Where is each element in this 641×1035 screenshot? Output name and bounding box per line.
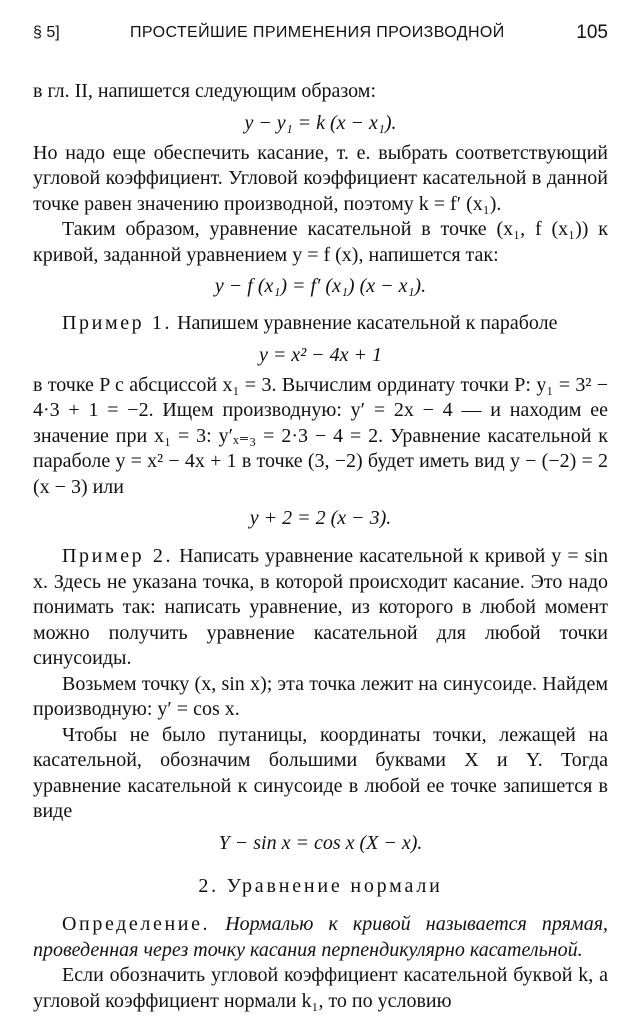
formula-parabola: y = x² − 4x + 1 xyxy=(258,343,383,366)
definition xyxy=(33,912,608,963)
paragraph: в точке P с абсциссой x₁ = 3. Вычислим ординату точки P: y₁ = 3² − 4·3 + 1 = −2. Ищем производную: y′ = 2x − 4 — и находим ее значение при x₁ = 3: y′ₓ₌₃ = 2·3 − 4 = 2. Уравнение касательной к параболе y = x² − 4x + 1 в точке (3, −2) будет иметь вид y − (−2) = 2 (x − 3) или xyxy=(33,373,608,498)
formula-tangent-result: y + 2 = 2 (x − 3). xyxy=(249,507,392,529)
paragraph: Но надо еще обеспечить касание, т. е. выбрать соответствующий угловой коэффициент. Угловой коэффициент касательной в данной точке равен значению производной, поэтому k = f′ (x₁). xyxy=(33,141,608,215)
paragraph: Таким образом, уравнение касательной в точке (x₁, f (x₁)) к кривой, заданной уравнением y = f (x), напишется так: xyxy=(33,218,608,266)
definition-text: Нормалью к кривой называется прямая, проведенная через точку касания перпендикулярно касательной. xyxy=(33,913,608,961)
page-number: 105 xyxy=(576,22,608,43)
paragraph: Если обозначить угловой коэффициент касательной буквой k, а угловой коэффициент нормали k₁, то по условию xyxy=(33,964,608,1012)
example-2 xyxy=(33,544,608,672)
formula-sine-tangent: Y − sin x = cos x (X − x). xyxy=(218,831,423,854)
text-line: в гл. II, напишется следующим образом: xyxy=(33,80,377,102)
example-1 xyxy=(33,311,608,337)
formula-tangent-equation: y − f (x₁) = f′ (x₁) (x − x₁). xyxy=(214,275,427,297)
paragraph: Чтобы не было путаницы, координаты точки, лежащей на касательной, обозначим большими буквами X и Y. Тогда уравнение касательной к синусоиде в любой ее точке запишется в виде xyxy=(33,723,608,822)
definition-label: Определение. xyxy=(62,913,211,935)
example-text: Напишем уравнение касательной к параболе xyxy=(172,312,558,334)
page-body xyxy=(33,79,608,1014)
running-header-title: ПРОСТЕЙШИЕ ПРИМЕНЕНИЯ ПРОИЗВОДНОЙ xyxy=(130,24,505,41)
example-label: Пример 2. xyxy=(62,545,174,567)
section-heading: 2. Уравнение нормали xyxy=(198,874,443,897)
example-label: Пример 1. xyxy=(62,312,173,334)
formula-tangent-general: y − y₁ = k (x − x₁). xyxy=(244,111,397,134)
running-header-section: § 5] xyxy=(33,24,60,41)
example-text: Написать уравнение касательной к кривой y = sin x. Здесь не указана точка, в которой происходит касание. Это надо понимать так: написать уравнение, из которого в любой момент можно получить уравнение касательной для любой точки синусоиды. xyxy=(33,545,608,669)
paragraph: Возьмем точку (x, sin x); эта точка лежит на синусоиде. Найдем производную: y′ = cos x. xyxy=(33,672,608,720)
